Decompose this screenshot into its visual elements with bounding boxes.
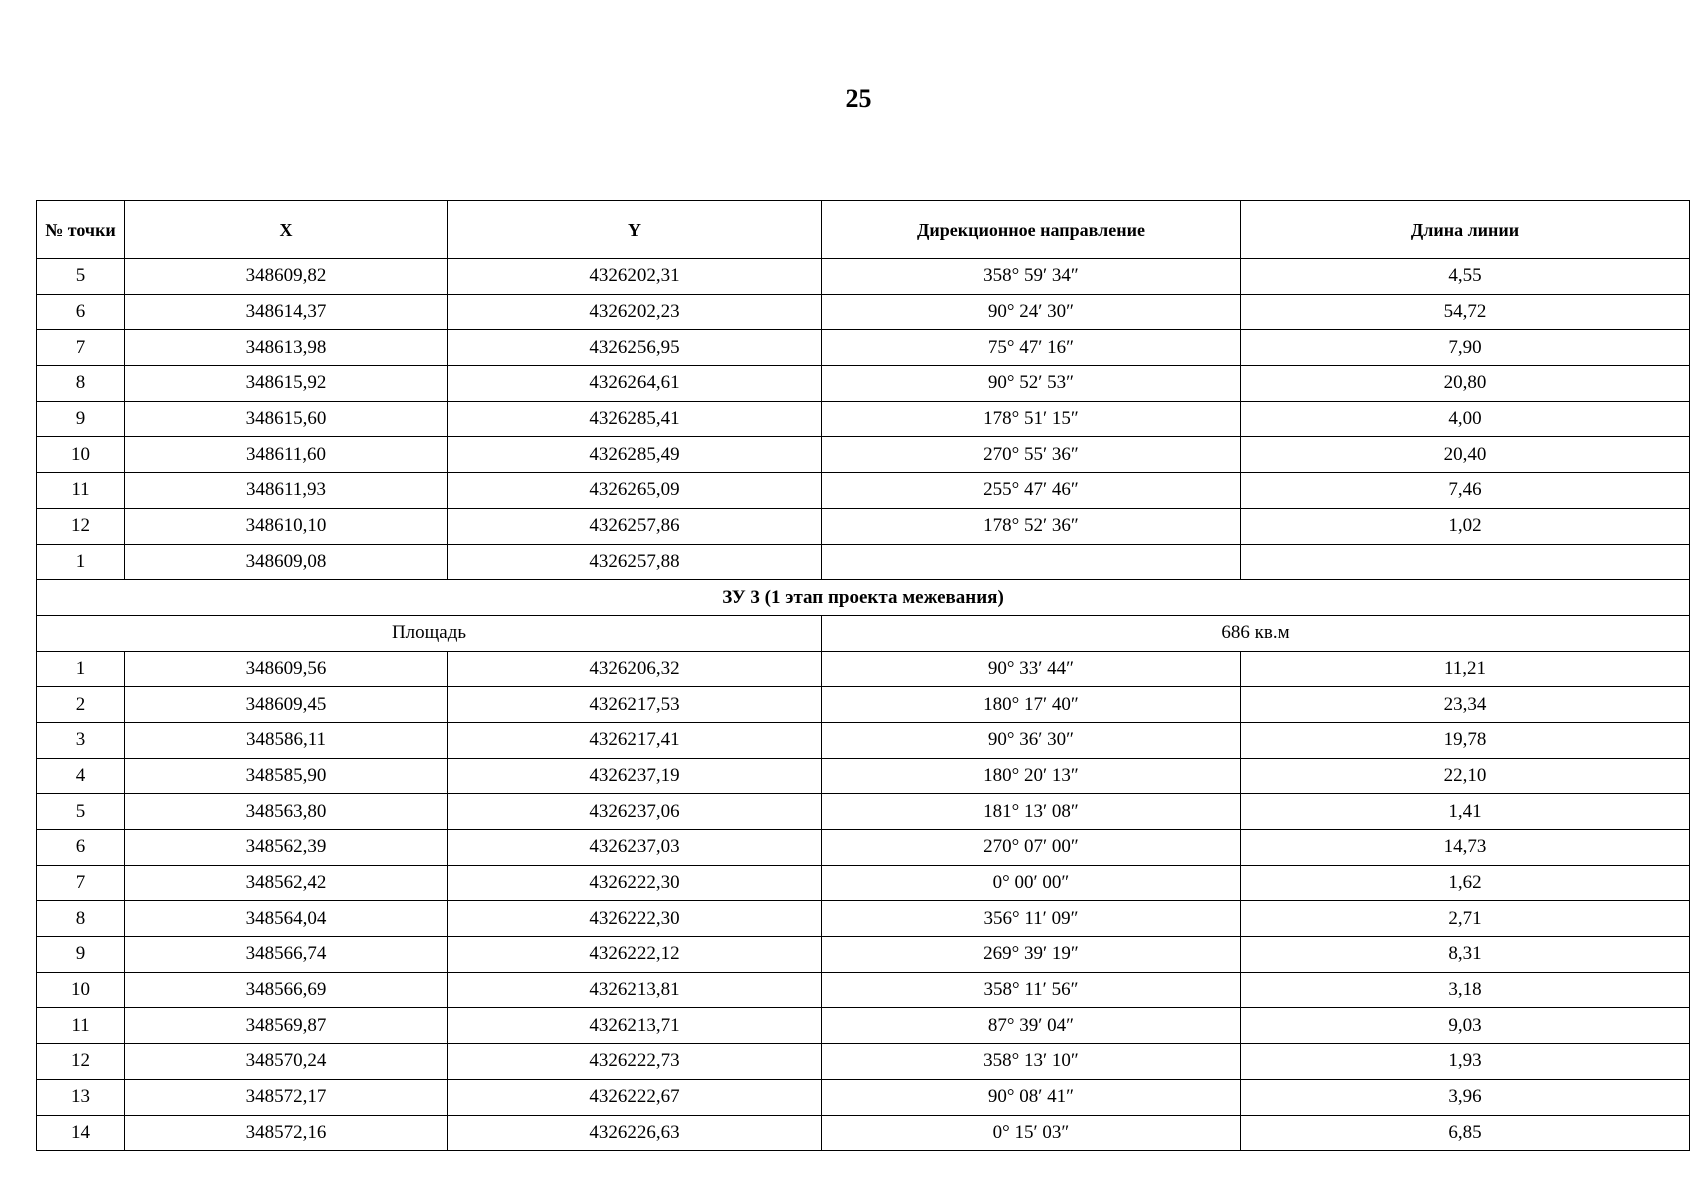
cell-x: 348569,87 <box>125 1008 448 1044</box>
cell-line-length: 8,31 <box>1241 937 1690 973</box>
cell-point-number: 12 <box>37 1044 125 1080</box>
cell-x: 348586,11 <box>125 722 448 758</box>
table-row <box>37 758 1690 794</box>
cell-x: 348585,90 <box>125 758 448 794</box>
table-row <box>37 722 1690 758</box>
table-row <box>37 794 1690 830</box>
area-label: Площадь <box>37 615 822 651</box>
cell-x: 348562,39 <box>125 830 448 866</box>
cell-point-number: 7 <box>37 865 125 901</box>
cell-y: 4326222,30 <box>448 901 822 937</box>
table-row <box>37 830 1690 866</box>
cell-direction: 178° 52′ 36″ <box>822 508 1241 544</box>
cell-y: 4326213,81 <box>448 972 822 1008</box>
cell-y: 4326202,23 <box>448 294 822 330</box>
table-row <box>37 437 1690 473</box>
header-y: Y <box>448 201 822 259</box>
cell-y: 4326265,09 <box>448 473 822 509</box>
section-title-row <box>37 580 1690 616</box>
cell-direction: 90° 08′ 41″ <box>822 1079 1241 1115</box>
table-row <box>37 401 1690 437</box>
cell-y: 4326206,32 <box>448 651 822 687</box>
cell-line-length: 54,72 <box>1241 294 1690 330</box>
cell-point-number: 12 <box>37 508 125 544</box>
table-row <box>37 366 1690 402</box>
cell-line-length: 4,00 <box>1241 401 1690 437</box>
cell-point-number: 9 <box>37 401 125 437</box>
table-row <box>37 294 1690 330</box>
cell-x: 348609,82 <box>125 259 448 295</box>
cell-direction: 0° 15′ 03″ <box>822 1115 1241 1151</box>
cell-direction: 270° 55′ 36″ <box>822 437 1241 473</box>
cell-point-number: 4 <box>37 758 125 794</box>
cell-direction: 270° 07′ 00″ <box>822 830 1241 866</box>
cell-x: 348570,24 <box>125 1044 448 1080</box>
cell-point-number: 5 <box>37 259 125 295</box>
cell-x: 348615,92 <box>125 366 448 402</box>
header-x: X <box>125 201 448 259</box>
header-direction: Дирекционное направление <box>822 201 1241 259</box>
cell-x: 348609,56 <box>125 651 448 687</box>
cell-x: 348609,45 <box>125 687 448 723</box>
cell-direction: 358° 11′ 56″ <box>822 972 1241 1008</box>
cell-x: 348566,69 <box>125 972 448 1008</box>
cell-point-number: 7 <box>37 330 125 366</box>
cell-line-length: 20,40 <box>1241 437 1690 473</box>
cell-y: 4326257,88 <box>448 544 822 580</box>
cell-x: 348609,08 <box>125 544 448 580</box>
table-row <box>37 972 1690 1008</box>
page-number: 25 <box>845 84 872 113</box>
cell-direction: 90° 24′ 30″ <box>822 294 1241 330</box>
cell-x: 348613,98 <box>125 330 448 366</box>
table-row <box>37 901 1690 937</box>
cell-direction: 75° 47′ 16″ <box>822 330 1241 366</box>
cell-y: 4326264,61 <box>448 366 822 402</box>
cell-line-length: 11,21 <box>1241 651 1690 687</box>
header-point-number: № точки <box>37 201 125 259</box>
cell-x: 348572,17 <box>125 1079 448 1115</box>
cell-x: 348572,16 <box>125 1115 448 1151</box>
cell-x: 348614,37 <box>125 294 448 330</box>
cell-line-length: 9,03 <box>1241 1008 1690 1044</box>
cell-line-length: 2,71 <box>1241 901 1690 937</box>
cell-line-length: 3,96 <box>1241 1079 1690 1115</box>
cell-direction: 180° 17′ 40″ <box>822 687 1241 723</box>
cell-direction: 87° 39′ 04″ <box>822 1008 1241 1044</box>
cell-point-number: 8 <box>37 366 125 402</box>
cell-line-length: 1,93 <box>1241 1044 1690 1080</box>
cell-direction: 181° 13′ 08″ <box>822 794 1241 830</box>
cell-line-length: 7,90 <box>1241 330 1690 366</box>
cell-y: 4326285,41 <box>448 401 822 437</box>
cell-point-number: 1 <box>37 544 125 580</box>
table-row <box>37 865 1690 901</box>
table-row <box>37 937 1690 973</box>
cell-point-number: 9 <box>37 937 125 973</box>
cell-y: 4326217,41 <box>448 722 822 758</box>
table-row <box>37 1079 1690 1115</box>
cell-x: 348562,42 <box>125 865 448 901</box>
cell-line-length: 22,10 <box>1241 758 1690 794</box>
cell-x: 348563,80 <box>125 794 448 830</box>
table-row <box>37 544 1690 580</box>
cell-line-length: 1,02 <box>1241 508 1690 544</box>
cell-y: 4326237,06 <box>448 794 822 830</box>
cell-x: 348566,74 <box>125 937 448 973</box>
table-row <box>37 259 1690 295</box>
cell-point-number: 2 <box>37 687 125 723</box>
cell-line-length: 4,55 <box>1241 259 1690 295</box>
cell-line-length: 14,73 <box>1241 830 1690 866</box>
table-header-row <box>37 201 1690 259</box>
table-row <box>37 508 1690 544</box>
cell-y: 4326222,67 <box>448 1079 822 1115</box>
cell-y: 4326226,63 <box>448 1115 822 1151</box>
header-line-length: Длина линии <box>1241 201 1690 259</box>
cell-direction: 356° 11′ 09″ <box>822 901 1241 937</box>
cell-point-number: 10 <box>37 972 125 1008</box>
cell-direction: 178° 51′ 15″ <box>822 401 1241 437</box>
cell-direction: 358° 13′ 10″ <box>822 1044 1241 1080</box>
cell-y: 4326285,49 <box>448 437 822 473</box>
cell-direction: 255° 47′ 46″ <box>822 473 1241 509</box>
table-row <box>37 330 1690 366</box>
cell-point-number: 3 <box>37 722 125 758</box>
cell-y: 4326217,53 <box>448 687 822 723</box>
cell-line-length: 6,85 <box>1241 1115 1690 1151</box>
cell-direction: 269° 39′ 19″ <box>822 937 1241 973</box>
cell-y: 4326222,73 <box>448 1044 822 1080</box>
table-row <box>37 1008 1690 1044</box>
cell-direction <box>822 544 1241 580</box>
cell-y: 4326213,71 <box>448 1008 822 1044</box>
cell-direction: 358° 59′ 34″ <box>822 259 1241 295</box>
cell-line-length: 7,46 <box>1241 473 1690 509</box>
cell-direction: 180° 20′ 13″ <box>822 758 1241 794</box>
cell-point-number: 11 <box>37 473 125 509</box>
cell-x: 348611,60 <box>125 437 448 473</box>
cell-line-length: 23,34 <box>1241 687 1690 723</box>
cell-x: 348564,04 <box>125 901 448 937</box>
cell-x: 348611,93 <box>125 473 448 509</box>
cell-direction: 90° 33′ 44″ <box>822 651 1241 687</box>
area-value: 686 кв.м <box>822 615 1690 651</box>
cell-point-number: 14 <box>37 1115 125 1151</box>
table-row <box>37 473 1690 509</box>
table-row <box>37 651 1690 687</box>
cell-line-length <box>1241 544 1690 580</box>
cell-y: 4326222,30 <box>448 865 822 901</box>
cell-line-length: 1,41 <box>1241 794 1690 830</box>
cell-point-number: 13 <box>37 1079 125 1115</box>
cell-y: 4326237,03 <box>448 830 822 866</box>
cell-x: 348615,60 <box>125 401 448 437</box>
cell-point-number: 8 <box>37 901 125 937</box>
cell-line-length: 1,62 <box>1241 865 1690 901</box>
table-row <box>37 1044 1690 1080</box>
table-row <box>37 1115 1690 1151</box>
cell-y: 4326222,12 <box>448 937 822 973</box>
cell-point-number: 6 <box>37 294 125 330</box>
cell-y: 4326256,95 <box>448 330 822 366</box>
cell-direction: 90° 36′ 30″ <box>822 722 1241 758</box>
cell-point-number: 11 <box>37 1008 125 1044</box>
cell-line-length: 3,18 <box>1241 972 1690 1008</box>
coordinates-table <box>36 200 1690 1151</box>
cell-y: 4326257,86 <box>448 508 822 544</box>
section-title: ЗУ 3 (1 этап проекта межевания) <box>37 580 1690 616</box>
cell-y: 4326237,19 <box>448 758 822 794</box>
area-row <box>37 615 1690 651</box>
cell-point-number: 1 <box>37 651 125 687</box>
cell-point-number: 10 <box>37 437 125 473</box>
cell-x: 348610,10 <box>125 508 448 544</box>
table-body <box>37 259 1690 1151</box>
cell-direction: 90° 52′ 53″ <box>822 366 1241 402</box>
cell-direction: 0° 00′ 00″ <box>822 865 1241 901</box>
cell-y: 4326202,31 <box>448 259 822 295</box>
table-row <box>37 687 1690 723</box>
cell-point-number: 6 <box>37 830 125 866</box>
cell-point-number: 5 <box>37 794 125 830</box>
cell-line-length: 20,80 <box>1241 366 1690 402</box>
cell-line-length: 19,78 <box>1241 722 1690 758</box>
